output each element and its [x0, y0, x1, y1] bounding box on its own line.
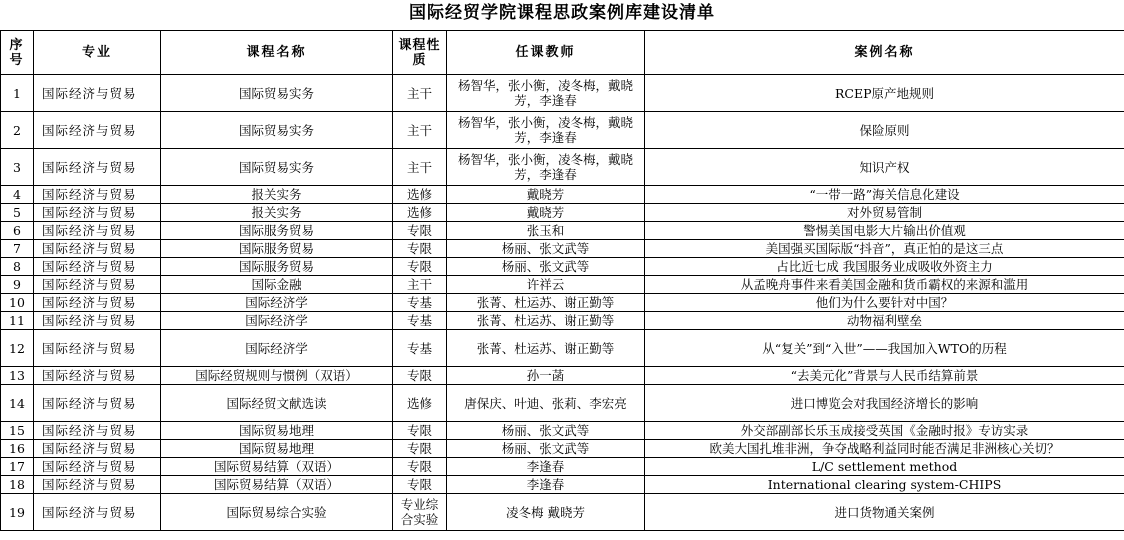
table-row: [1, 494, 1124, 531]
row-major: 国际经济与贸易: [34, 330, 161, 367]
row-teacher: 张菁、杜运苏、谢正勤等: [447, 330, 645, 367]
header-no: 序号: [1, 31, 34, 75]
table-row: [1, 330, 1124, 367]
header-course: 课程名称: [161, 31, 393, 75]
row-major: 国际经济与贸易: [34, 440, 161, 458]
row-major: 国际经济与贸易: [34, 222, 161, 240]
row-number: 8: [1, 258, 34, 276]
row-number: 7: [1, 240, 34, 258]
row-course: 国际经贸规则与惯例（双语）: [161, 367, 393, 385]
case-library-table: [0, 30, 1124, 531]
row-major: 国际经济与贸易: [34, 112, 161, 149]
row-major: 国际经济与贸易: [34, 75, 161, 112]
table-row: [1, 476, 1124, 494]
row-teacher: 杨智华，张小衡，凌冬梅，戴晓芳，李逢春: [447, 149, 645, 186]
table-row: [1, 440, 1124, 458]
row-nature: 专限: [393, 258, 447, 276]
row-case: 美国强买国际版“抖音”，真正怕的是这三点: [645, 240, 1124, 258]
row-number: 10: [1, 294, 34, 312]
row-course: 国际贸易实务: [161, 149, 393, 186]
row-case: 外交部副部长乐玉成接受英国《金融时报》专访实录: [645, 422, 1124, 440]
row-case: 知识产权: [645, 149, 1124, 186]
row-number: 2: [1, 112, 34, 149]
row-number: 12: [1, 330, 34, 367]
row-major: 国际经济与贸易: [34, 494, 161, 531]
row-number: 1: [1, 75, 34, 112]
row-nature: 主干: [393, 149, 447, 186]
row-nature: 选修: [393, 385, 447, 422]
row-nature: 选修: [393, 186, 447, 204]
row-number: 17: [1, 458, 34, 476]
header-nature: 课程性质: [393, 31, 447, 75]
row-course: 国际经济学: [161, 330, 393, 367]
table-body: [1, 75, 1124, 531]
row-case: “一带一路”海关信息化建设: [645, 186, 1124, 204]
row-case: “去美元化”背景与人民币结算前景: [645, 367, 1124, 385]
row-case: 从“复关”到“入世”——我国加入WTO的历程: [645, 330, 1124, 367]
row-nature: 专限: [393, 367, 447, 385]
row-course: 国际服务贸易: [161, 222, 393, 240]
header-teacher: 任课教师: [447, 31, 645, 75]
row-number: 19: [1, 494, 34, 531]
table-row: [1, 75, 1124, 112]
row-major: 国际经济与贸易: [34, 476, 161, 494]
table-row: [1, 458, 1124, 476]
row-teacher: 许祥云: [447, 276, 645, 294]
row-case: 进口货物通关案例: [645, 494, 1124, 531]
row-teacher: 戴晓芳: [447, 186, 645, 204]
row-number: 3: [1, 149, 34, 186]
table-row: [1, 240, 1124, 258]
row-number: 14: [1, 385, 34, 422]
row-nature: 专基: [393, 312, 447, 330]
row-case: 欧美大国扎堆非洲，争夺战略利益同时能否满足非洲核心关切？: [645, 440, 1124, 458]
row-course: 国际经济学: [161, 294, 393, 312]
row-major: 国际经济与贸易: [34, 186, 161, 204]
row-teacher: 张玉和: [447, 222, 645, 240]
row-number: 18: [1, 476, 34, 494]
row-case: International clearing system-CHIPS: [645, 476, 1124, 494]
table-row: [1, 294, 1124, 312]
row-number: 6: [1, 222, 34, 240]
row-major: 国际经济与贸易: [34, 367, 161, 385]
table-row: [1, 149, 1124, 186]
row-number: 9: [1, 276, 34, 294]
row-nature: 主干: [393, 75, 447, 112]
row-course: 国际贸易实务: [161, 112, 393, 149]
page-title: 国际经贸学院课程思政案例库建设清单: [409, 3, 715, 23]
row-major: 国际经济与贸易: [34, 149, 161, 186]
row-major: 国际经济与贸易: [34, 276, 161, 294]
row-case: 警惕美国电影大片输出价值观: [645, 222, 1124, 240]
row-major: 国际经济与贸易: [34, 258, 161, 276]
row-teacher: 杨智华，张小衡，凌冬梅，戴晓芳，李逢春: [447, 75, 645, 112]
row-teacher: 凌冬梅 戴晓芳: [447, 494, 645, 531]
row-case: 保险原则: [645, 112, 1124, 149]
row-course: 国际经济学: [161, 312, 393, 330]
table-row: [1, 204, 1124, 222]
row-course: 报关实务: [161, 204, 393, 222]
row-nature: 选修: [393, 204, 447, 222]
row-course: 国际经贸文献选读: [161, 385, 393, 422]
row-teacher: 张菁、杜运苏、谢正勤等: [447, 312, 645, 330]
row-case: 他们为什么要针对中国？: [645, 294, 1124, 312]
row-course: 国际金融: [161, 276, 393, 294]
row-case: 动物福利壁垒: [645, 312, 1124, 330]
row-nature: 专基: [393, 330, 447, 367]
row-teacher: 戴晓芳: [447, 204, 645, 222]
table-row: [1, 258, 1124, 276]
row-course: 国际贸易综合实验: [161, 494, 393, 531]
table-row: [1, 276, 1124, 294]
row-number: 13: [1, 367, 34, 385]
row-course: 报关实务: [161, 186, 393, 204]
row-teacher: 杨丽、张文武等: [447, 440, 645, 458]
row-case: L/C settlement method: [645, 458, 1124, 476]
row-teacher: 杨智华，张小衡，凌冬梅，戴晓芳，李逢春: [447, 112, 645, 149]
table-row: [1, 222, 1124, 240]
table-row: [1, 186, 1124, 204]
row-number: 11: [1, 312, 34, 330]
row-case: 进口博览会对我国经济增长的影响: [645, 385, 1124, 422]
header-case: 案例名称: [645, 31, 1124, 75]
row-nature: 主干: [393, 276, 447, 294]
row-course: 国际服务贸易: [161, 240, 393, 258]
row-teacher: 孙一菡: [447, 367, 645, 385]
row-teacher: 杨丽、张文武等: [447, 422, 645, 440]
row-teacher: 李逢春: [447, 458, 645, 476]
table-row: [1, 385, 1124, 422]
header-major: 专业: [34, 31, 161, 75]
table-row: [1, 422, 1124, 440]
row-major: 国际经济与贸易: [34, 204, 161, 222]
header-row: [1, 31, 1124, 75]
row-nature: 专限: [393, 422, 447, 440]
row-teacher: 李逢春: [447, 476, 645, 494]
row-major: 国际经济与贸易: [34, 422, 161, 440]
row-case: 对外贸易管制: [645, 204, 1124, 222]
row-major: 国际经济与贸易: [34, 458, 161, 476]
row-nature: 专限: [393, 440, 447, 458]
row-teacher: 唐保庆、叶迪、张莉、李宏亮: [447, 385, 645, 422]
row-course: 国际贸易结算（双语）: [161, 458, 393, 476]
row-case: 占比近七成 我国服务业成吸收外资主力: [645, 258, 1124, 276]
row-number: 4: [1, 186, 34, 204]
row-major: 国际经济与贸易: [34, 385, 161, 422]
table-row: [1, 112, 1124, 149]
row-nature: 专限: [393, 458, 447, 476]
row-nature: 主干: [393, 112, 447, 149]
row-major: 国际经济与贸易: [34, 294, 161, 312]
row-major: 国际经济与贸易: [34, 312, 161, 330]
row-number: 15: [1, 422, 34, 440]
row-teacher: 杨丽、张文武等: [447, 240, 645, 258]
row-teacher: 张菁、杜运苏、谢正勤等: [447, 294, 645, 312]
row-nature: 专限: [393, 222, 447, 240]
row-nature: 专业综合实验: [393, 494, 447, 531]
table-row: [1, 367, 1124, 385]
row-case: RCEP原产地规则: [645, 75, 1124, 112]
row-major: 国际经济与贸易: [34, 240, 161, 258]
row-number: 5: [1, 204, 34, 222]
row-course: 国际贸易地理: [161, 440, 393, 458]
row-teacher: 杨丽、张文武等: [447, 258, 645, 276]
row-course: 国际贸易地理: [161, 422, 393, 440]
row-course: 国际服务贸易: [161, 258, 393, 276]
row-course: 国际贸易实务: [161, 75, 393, 112]
row-number: 16: [1, 440, 34, 458]
row-nature: 专限: [393, 476, 447, 494]
row-nature: 专基: [393, 294, 447, 312]
row-case: 从孟晚舟事件来看美国金融和货币霸权的来源和滥用: [645, 276, 1124, 294]
table-row: [1, 312, 1124, 330]
row-course: 国际贸易结算（双语）: [161, 476, 393, 494]
row-nature: 专限: [393, 240, 447, 258]
